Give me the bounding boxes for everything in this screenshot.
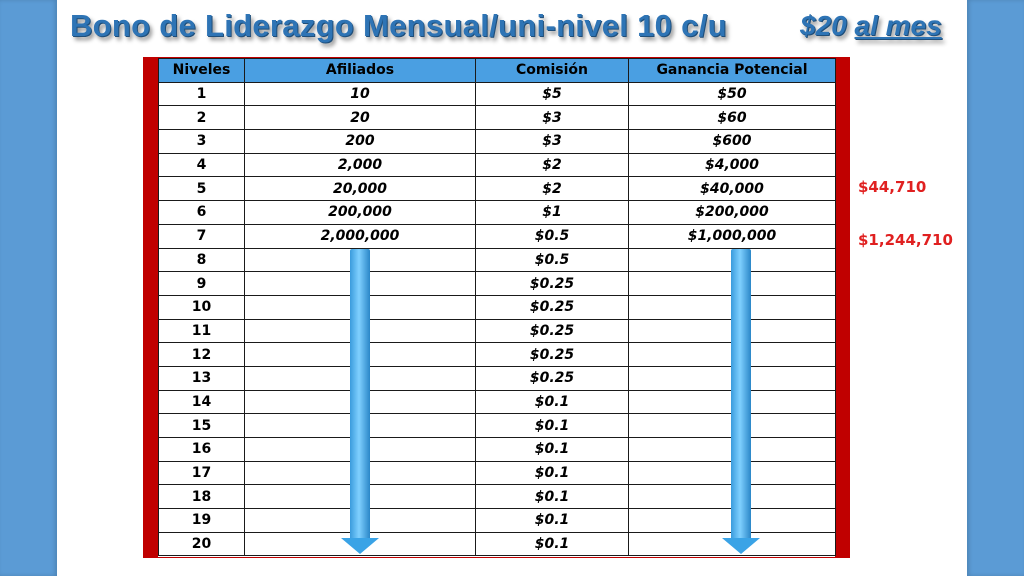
left-side-bar [0, 0, 57, 576]
cell-nivel: 4 [159, 153, 245, 177]
down-arrow-icon [722, 249, 760, 554]
cell-comision: $2 [476, 177, 629, 201]
cell-ganancia: $40,000 [629, 177, 836, 201]
cell-nivel: 8 [159, 248, 245, 272]
cell-comision: $3 [476, 130, 629, 154]
cell-comision: $3 [476, 106, 629, 130]
price-label [800, 10, 942, 42]
cell-nivel: 18 [159, 485, 245, 509]
table-row [159, 177, 836, 201]
cell-nivel: 15 [159, 414, 245, 438]
cell-ganancia: $4,000 [629, 153, 836, 177]
cell-comision: $5 [476, 82, 629, 106]
cell-comision: $0.1 [476, 390, 629, 414]
cell-comision: $0.1 [476, 438, 629, 462]
table-row [159, 153, 836, 177]
cell-comision: $0.1 [476, 485, 629, 509]
cell-nivel: 9 [159, 272, 245, 296]
cell-comision: $0.1 [476, 532, 629, 556]
table-header-row [159, 59, 836, 83]
cell-ganancia: $60 [629, 106, 836, 130]
total-value: $1,244,710 [858, 231, 953, 249]
cell-afiliados: 20 [245, 106, 476, 130]
cell-nivel: 17 [159, 461, 245, 485]
cell-comision: $0.25 [476, 319, 629, 343]
cell-afiliados: 2,000,000 [245, 224, 476, 248]
cell-nivel: 12 [159, 343, 245, 367]
header-niveles: Niveles [159, 59, 245, 83]
cell-nivel: 3 [159, 130, 245, 154]
cell-comision: $1 [476, 201, 629, 225]
cell-nivel: 20 [159, 532, 245, 556]
cell-comision: $0.1 [476, 461, 629, 485]
cell-nivel: 16 [159, 438, 245, 462]
price-amount: $20 [800, 10, 847, 41]
cell-afiliados: 200 [245, 130, 476, 154]
cell-nivel: 14 [159, 390, 245, 414]
cell-nivel: 11 [159, 319, 245, 343]
cell-nivel: 7 [159, 224, 245, 248]
price-period: al mes [854, 10, 942, 41]
cell-comision: $0.5 [476, 248, 629, 272]
cell-nivel: 6 [159, 201, 245, 225]
cell-comision: $0.25 [476, 272, 629, 296]
cell-comision: $0.5 [476, 224, 629, 248]
table-row [159, 201, 836, 225]
cell-comision: $0.25 [476, 343, 629, 367]
cell-nivel: 1 [159, 82, 245, 106]
cell-ganancia: $600 [629, 130, 836, 154]
cell-comision: $0.1 [476, 414, 629, 438]
cell-afiliados: 200,000 [245, 201, 476, 225]
cell-afiliados: 2,000 [245, 153, 476, 177]
cell-nivel: 5 [159, 177, 245, 201]
cell-comision: $0.25 [476, 366, 629, 390]
down-arrow-icon [341, 249, 379, 554]
table-row [159, 224, 836, 248]
cell-ganancia: $1,000,000 [629, 224, 836, 248]
cell-nivel: 2 [159, 106, 245, 130]
cell-afiliados: 20,000 [245, 177, 476, 201]
table-row [159, 82, 836, 106]
cell-nivel: 19 [159, 509, 245, 533]
table-row [159, 106, 836, 130]
cell-nivel: 10 [159, 295, 245, 319]
header-afiliados: Afiliados [245, 59, 476, 83]
cell-comision: $2 [476, 153, 629, 177]
cell-afiliados: 10 [245, 82, 476, 106]
header-comision: Comisión [476, 59, 629, 83]
table-row [159, 130, 836, 154]
cell-ganancia: $50 [629, 82, 836, 106]
cell-comision: $0.25 [476, 295, 629, 319]
header-ganancia: Ganancia Potencial [629, 59, 836, 83]
slide-title: Bono de Liderazgo Mensual/uni-nivel 10 c/u [70, 8, 727, 43]
subtotal-value: $44,710 [858, 178, 927, 196]
cell-nivel: 13 [159, 366, 245, 390]
right-side-bar [967, 0, 1024, 576]
cell-ganancia: $200,000 [629, 201, 836, 225]
cell-comision: $0.1 [476, 509, 629, 533]
